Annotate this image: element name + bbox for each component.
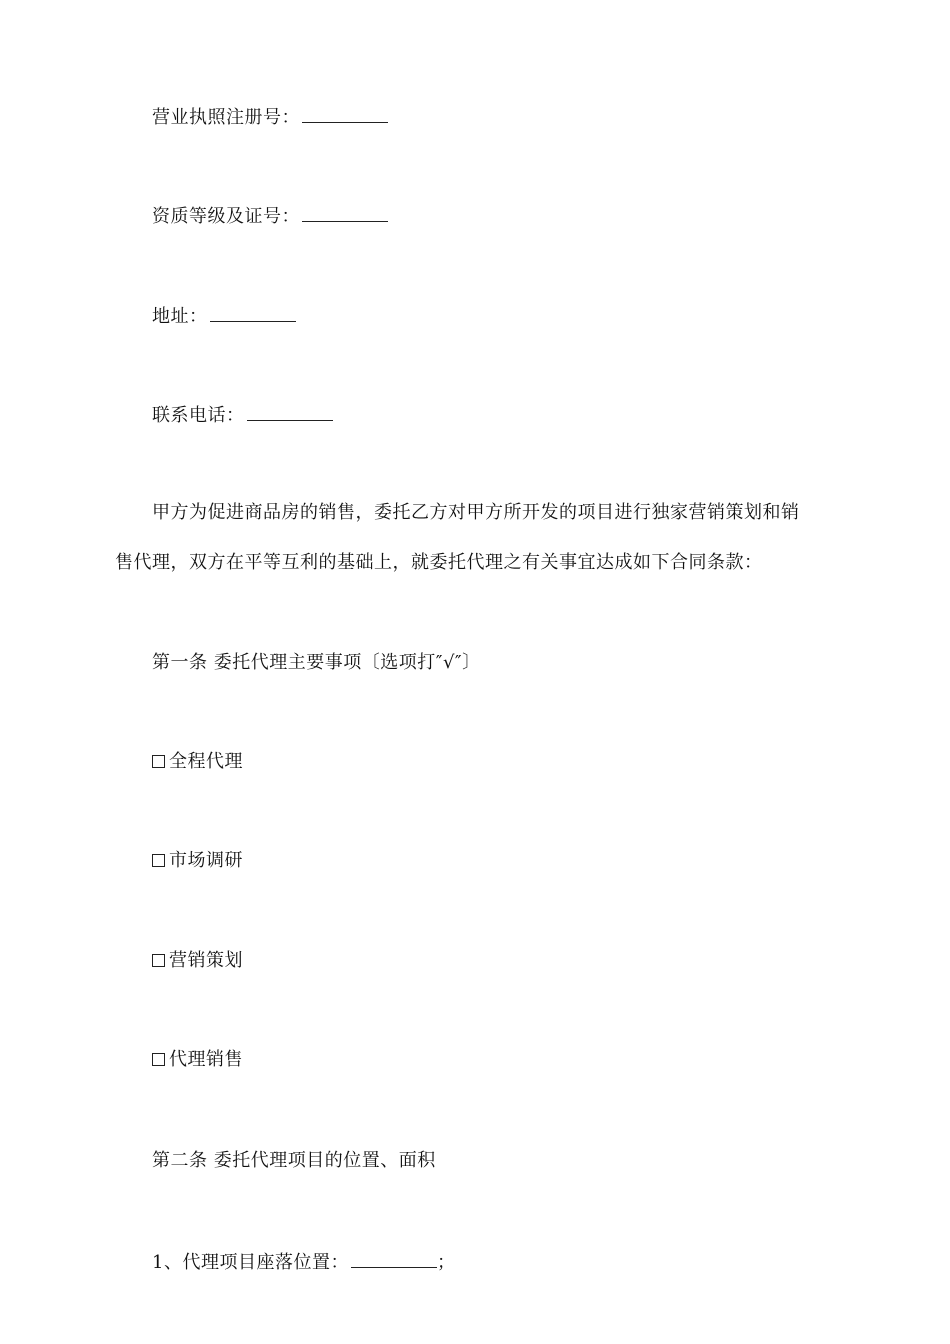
qualification-label: 资质等级及证号： bbox=[152, 206, 300, 227]
license-row bbox=[152, 104, 388, 130]
option-label: 代理销售 bbox=[169, 1049, 243, 1070]
license-blank[interactable] bbox=[302, 104, 388, 123]
qualification-row bbox=[152, 203, 388, 229]
option-full-agency[interactable] bbox=[152, 750, 243, 774]
option-label: 市场调研 bbox=[169, 850, 243, 871]
intro-line-1: 甲方为促进商品房的销售，委托乙方对甲方所开发的项目进行独家营销策划和销 bbox=[152, 502, 800, 523]
option-agency-sales[interactable] bbox=[152, 1048, 243, 1072]
option-label: 营销策划 bbox=[169, 950, 243, 971]
phone-label: 联系电话： bbox=[152, 405, 245, 426]
article2-heading: 第二条 委托代理项目的位置、面积 bbox=[152, 1150, 436, 1171]
option-marketing-planning[interactable] bbox=[152, 949, 243, 973]
address-blank[interactable] bbox=[210, 303, 296, 322]
address-row bbox=[152, 303, 296, 329]
checkbox-icon[interactable] bbox=[152, 1053, 165, 1066]
option-market-research[interactable] bbox=[152, 849, 243, 873]
article1-heading: 第一条 委托代理主要事项〔选项打″√″〕 bbox=[152, 652, 481, 673]
project-location-label: 1、代理项目座落位置： bbox=[152, 1252, 349, 1273]
phone-blank[interactable] bbox=[247, 402, 333, 421]
project-location-suffix: ； bbox=[436, 1252, 456, 1273]
address-label: 地址： bbox=[152, 306, 208, 327]
phone-row bbox=[152, 402, 333, 428]
checkbox-icon[interactable] bbox=[152, 854, 165, 867]
checkbox-icon[interactable] bbox=[152, 755, 165, 768]
checkbox-icon[interactable] bbox=[152, 954, 165, 967]
option-label: 全程代理 bbox=[169, 751, 243, 772]
project-location-row bbox=[152, 1249, 455, 1275]
project-location-blank[interactable] bbox=[351, 1249, 437, 1268]
qualification-blank[interactable] bbox=[302, 203, 388, 222]
intro-line-2: 售代理，双方在平等互利的基础上，就委托代理之有关事宜达成如下合同条款： bbox=[115, 552, 763, 573]
license-label: 营业执照注册号： bbox=[152, 107, 300, 128]
